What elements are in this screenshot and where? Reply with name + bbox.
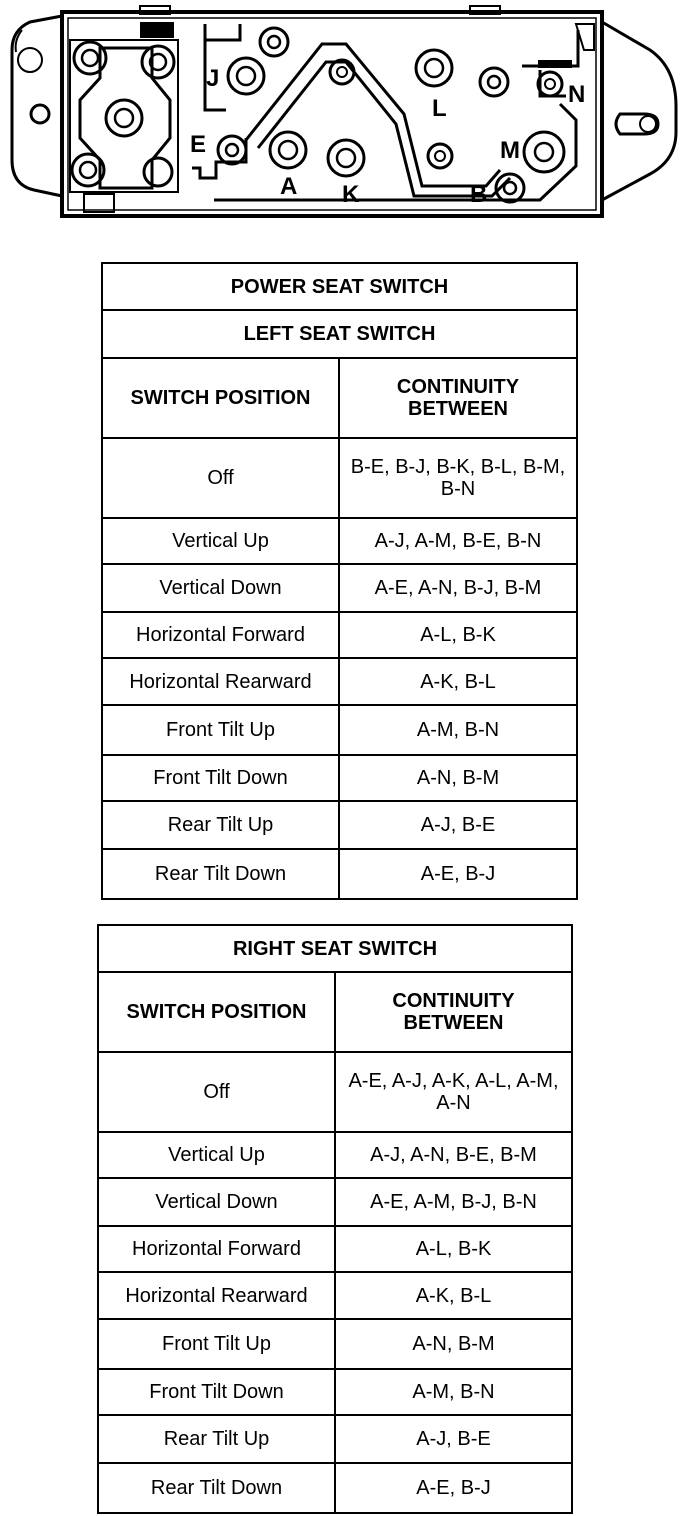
pin-label-m: M — [500, 137, 520, 164]
table-row — [98, 1178, 572, 1226]
pin-terminal-k — [328, 140, 364, 176]
table-row — [102, 849, 577, 899]
switch-position-cell: Rear Tilt Up — [98, 1415, 335, 1463]
pin-terminal-center-bottom — [428, 144, 452, 168]
continuity-cell: A-M, B-N — [339, 705, 577, 755]
knob-block — [70, 40, 178, 192]
knob-top-bar — [140, 22, 174, 38]
switch-position-cell: Rear Tilt Down — [102, 849, 339, 899]
continuity-cell: A-E, B-J — [339, 849, 577, 899]
table-row — [102, 438, 577, 518]
table-header-row — [98, 972, 572, 1052]
knob-screw-top-right — [142, 46, 174, 78]
pin-terminal-center-top — [330, 60, 354, 84]
knob-screw-center — [106, 100, 142, 136]
continuity-cell: A-E, B-J — [335, 1463, 572, 1513]
table-header-row — [102, 358, 577, 438]
switch-position-cell: Vertical Down — [102, 564, 339, 612]
table-row — [98, 1226, 572, 1272]
switch-position-cell: Front Tilt Down — [98, 1369, 335, 1415]
continuity-cell: A-L, B-K — [339, 612, 577, 658]
knob-plain-bottom-right — [144, 158, 172, 186]
switch-position-cell: Horizontal Forward — [98, 1226, 335, 1272]
pin-terminal-m — [524, 132, 564, 172]
table-row — [102, 518, 577, 564]
table-row — [98, 1463, 572, 1513]
continuity-cell: A-J, B-E — [339, 801, 577, 849]
pin-terminal-e — [218, 136, 246, 164]
left-mounting-hole — [31, 105, 49, 123]
table-row — [98, 1415, 572, 1463]
switch-position-cell: Horizontal Forward — [102, 612, 339, 658]
left-seat-switch-title: LEFT SEAT SWITCH — [102, 310, 577, 358]
switch-position-cell: Front Tilt Up — [102, 705, 339, 755]
table-row — [98, 1272, 572, 1319]
table-row — [98, 1052, 572, 1132]
right-mounting-ear — [602, 22, 676, 200]
continuity-cell: A-E, A-M, B-J, B-N — [335, 1178, 572, 1226]
pin-terminal-a — [270, 132, 306, 168]
continuity-cell: A-E, A-N, B-J, B-M — [339, 564, 577, 612]
switch-position-cell: Vertical Up — [98, 1132, 335, 1178]
switch-position-cell: Off — [98, 1052, 335, 1132]
left-hook-circle — [18, 48, 42, 72]
continuity-cell: B-E, B-J, B-K, B-L, B-M, B-N — [339, 438, 577, 518]
continuity-cell: A-K, B-L — [339, 658, 577, 705]
continuity-between-header: CONTINUITY BETWEEN — [339, 358, 577, 438]
continuity-cell: A-N, B-M — [339, 755, 577, 801]
circuit-trace-bottom — [214, 104, 576, 200]
switch-position-header: SWITCH POSITION — [98, 972, 335, 1052]
pin-label-a: A — [280, 173, 298, 200]
continuity-between-header: CONTINUITY BETWEEN — [335, 972, 572, 1052]
table-row — [102, 755, 577, 801]
pin-label-j: J — [206, 65, 220, 92]
table-row — [98, 1132, 572, 1178]
switch-position-cell: Vertical Up — [102, 518, 339, 564]
right-mounting-hole — [640, 116, 656, 132]
right-seat-switch-table — [97, 924, 573, 1514]
table-row — [98, 1319, 572, 1369]
switch-position-cell: Off — [102, 438, 339, 518]
table-row — [102, 801, 577, 849]
continuity-cell: A-J, A-N, B-E, B-M — [335, 1132, 572, 1178]
continuity-cell: A-E, A-J, A-K, A-L, A-M, A-N — [335, 1052, 572, 1132]
pin-terminal-n — [538, 72, 562, 96]
table-title-row — [102, 263, 577, 310]
table-subtitle-row — [98, 925, 572, 972]
continuity-cell: A-J, A-M, B-E, B-N — [339, 518, 577, 564]
switch-position-cell: Front Tilt Down — [102, 755, 339, 801]
table-row — [102, 658, 577, 705]
switch-position-cell: Rear Tilt Down — [98, 1463, 335, 1513]
switch-position-header: SWITCH POSITION — [102, 358, 339, 438]
pin-label-b: B — [470, 181, 488, 208]
continuity-cell: A-N, B-M — [335, 1319, 572, 1369]
right-seat-switch-title: RIGHT SEAT SWITCH — [98, 925, 572, 972]
continuity-cell: A-J, B-E — [335, 1415, 572, 1463]
switch-position-cell: Rear Tilt Up — [102, 801, 339, 849]
pin-label-n: N — [568, 81, 586, 108]
pin-label-k: K — [342, 181, 360, 208]
pin-terminal-j-top — [260, 28, 288, 56]
continuity-cell: A-M, B-N — [335, 1369, 572, 1415]
pin-label-l: L — [432, 95, 447, 122]
table-row — [102, 705, 577, 755]
table-subtitle-row — [102, 310, 577, 358]
left-seat-switch-table — [101, 262, 578, 900]
pin-terminal-j — [228, 58, 264, 94]
table-row — [102, 612, 577, 658]
pin-label-e: E — [190, 131, 207, 158]
switch-position-cell: Horizontal Rearward — [102, 658, 339, 705]
table-row — [102, 564, 577, 612]
switch-position-cell: Vertical Down — [98, 1178, 335, 1226]
table-row — [98, 1369, 572, 1415]
switch-connector-diagram — [0, 0, 688, 230]
pin-terminal-l-right — [480, 68, 508, 96]
pin-terminal-l — [416, 50, 452, 86]
switch-position-cell: Horizontal Rearward — [98, 1272, 335, 1319]
power-seat-switch-title: POWER SEAT SWITCH — [102, 263, 577, 310]
n-terminal-block — [538, 60, 572, 68]
continuity-cell: A-L, B-K — [335, 1226, 572, 1272]
continuity-cell: A-K, B-L — [335, 1272, 572, 1319]
switch-position-cell: Front Tilt Up — [98, 1319, 335, 1369]
